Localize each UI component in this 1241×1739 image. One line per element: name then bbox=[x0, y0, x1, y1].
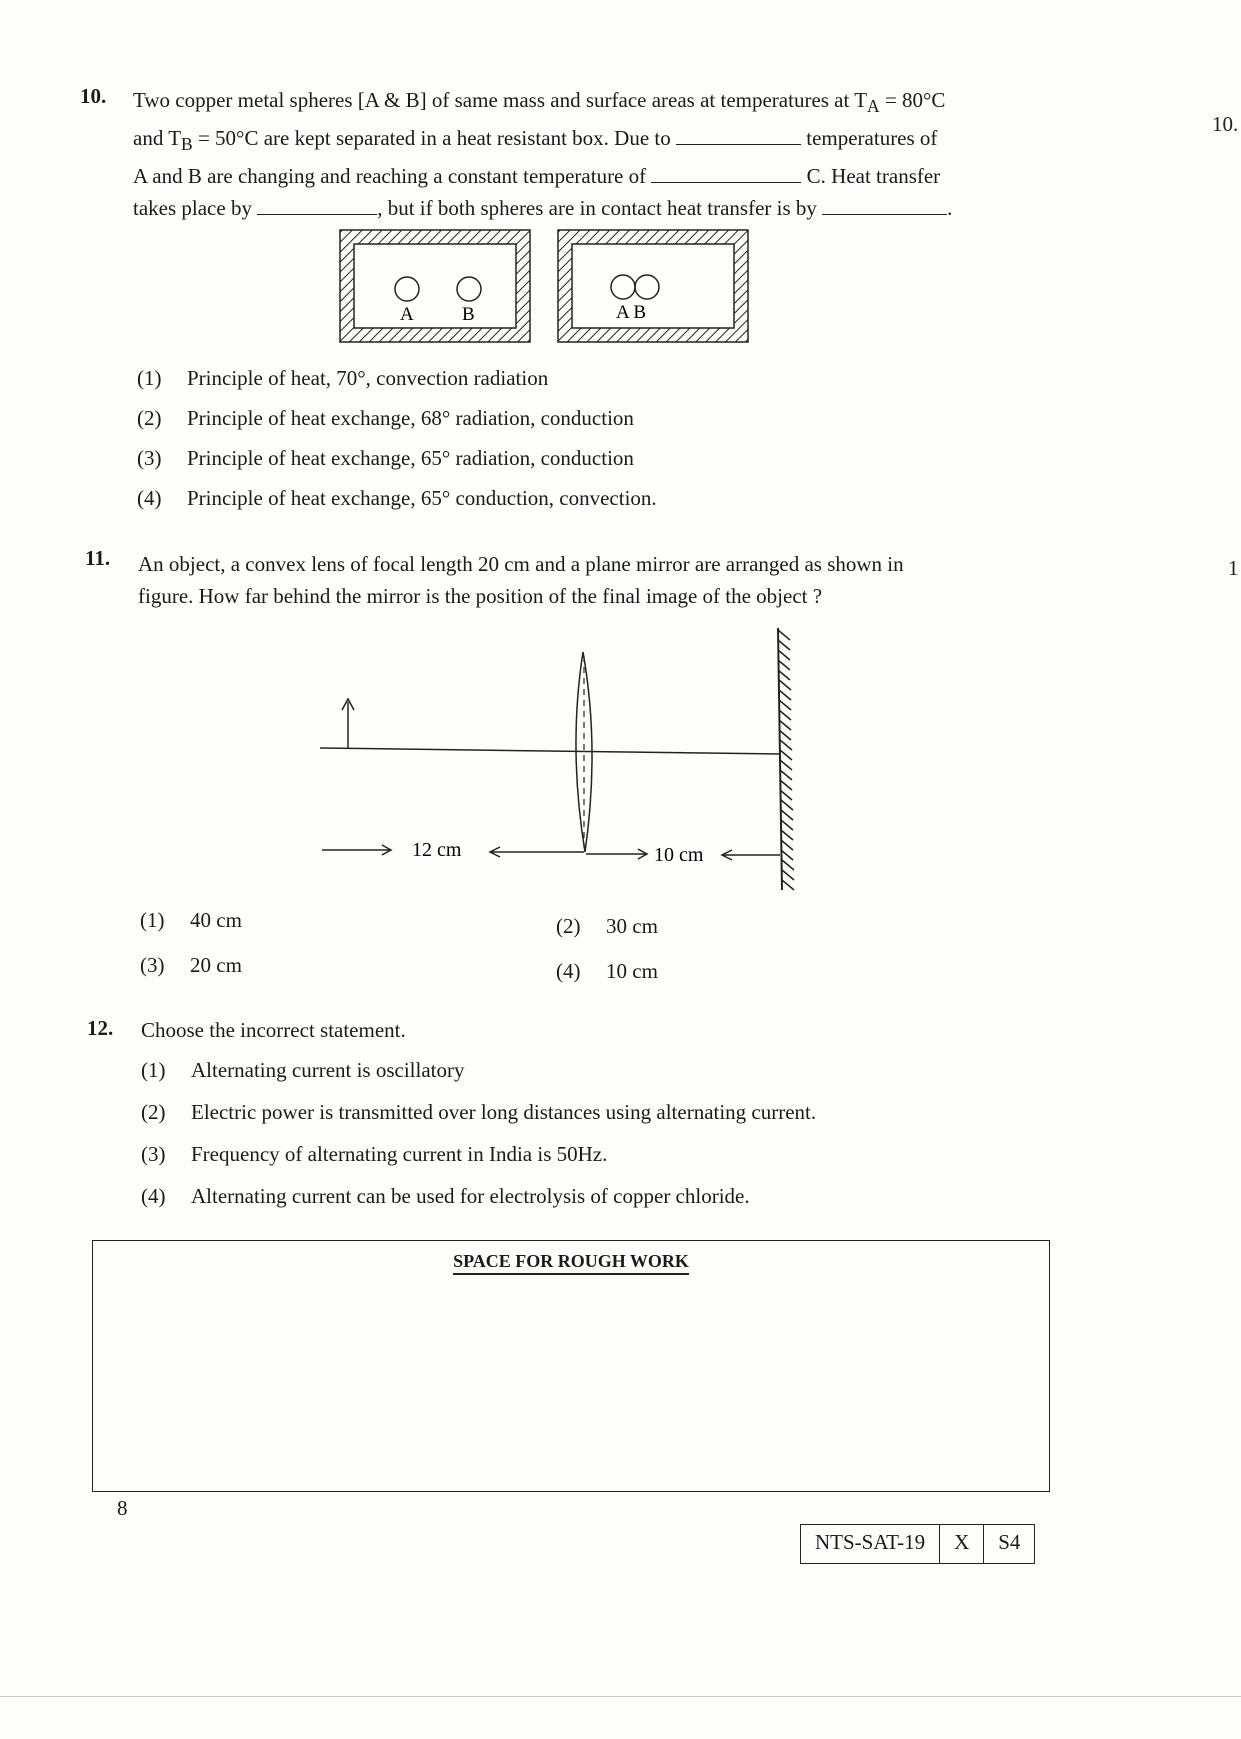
q10-line4-mid: , but if both spheres are in contact heat transfer is by bbox=[377, 196, 823, 221]
q10-blank-1 bbox=[676, 126, 801, 145]
q10-blank-4 bbox=[822, 196, 947, 215]
q10-option-4[interactable]: (4) Principle of heat exchange, 65° conduction, convection. bbox=[137, 486, 657, 510]
q10-text bbox=[133, 84, 1013, 224]
q10-line2-end: temperatures of bbox=[800, 126, 938, 151]
q11-option-1[interactable]: (1) 40 cm bbox=[140, 908, 242, 932]
paper-code-set: S4 bbox=[998, 1530, 1021, 1554]
rough-work-title: SPACE FOR ROUGH WORK bbox=[93, 1251, 1049, 1272]
q10-blank-3 bbox=[257, 196, 377, 215]
q11-line2: figure. How far behind the mirror is the position of the final image of the object ? bbox=[138, 584, 823, 608]
q10-line4-end: . bbox=[947, 196, 953, 221]
q12-text: Choose the incorrect statement. bbox=[141, 1018, 406, 1042]
q11-number: 11. bbox=[85, 546, 111, 570]
q10-tb-sub: B bbox=[181, 134, 193, 155]
rough-work-box[interactable] bbox=[92, 1240, 1050, 1492]
heat-box-contact bbox=[558, 230, 748, 342]
principal-axis bbox=[320, 748, 780, 754]
object-arrow bbox=[342, 699, 354, 748]
q10-line2-mid: = 50°C are kept separated in a heat resistant box. Due to bbox=[192, 126, 676, 151]
q12-option-1[interactable]: (1) Alternating current is oscillatory bbox=[141, 1058, 465, 1082]
q11-option-4[interactable]: (4) 10 cm bbox=[556, 959, 658, 983]
paper-code-series: NTS-SAT-19 bbox=[801, 1525, 940, 1563]
q10-option-1[interactable]: (1) Principle of heat, 70°, convection radiation bbox=[137, 366, 549, 390]
page-number: 8 bbox=[117, 1496, 128, 1520]
dist-12cm-label: 12 cm bbox=[412, 839, 462, 861]
q12-option-2[interactable]: (2) Electric power is transmitted over long distances using alternating current. bbox=[141, 1100, 817, 1124]
q12-option-4[interactable]: (4) Alternating current can be used for electrolysis of copper chloride. bbox=[141, 1184, 750, 1208]
q10-figure bbox=[330, 222, 760, 347]
heat-box-separated bbox=[340, 230, 530, 342]
paper-code bbox=[800, 1524, 1035, 1564]
q11-line1: An object, a convex lens of focal length 20 cm and a plane mirror are arranged as shown in bbox=[138, 552, 904, 576]
q12-number: 12. bbox=[87, 1016, 114, 1040]
q11-option-2[interactable]: (2) 30 cm bbox=[556, 914, 658, 938]
q12-option-3[interactable]: (3) Frequency of alternating current in India is 50Hz. bbox=[141, 1142, 608, 1166]
q10-line1: Two copper metal spheres [A & B] of same mass and surface areas at temperatures at T bbox=[133, 88, 868, 112]
q10-line3-end: C. Heat transfer bbox=[801, 164, 941, 189]
dist-10cm-label: 10 cm bbox=[654, 844, 704, 866]
q10-line1-end: = 80°C bbox=[879, 88, 946, 112]
q11-option-3[interactable]: (3) 20 cm bbox=[140, 953, 242, 977]
q10-blank-2 bbox=[651, 164, 801, 183]
edge-mark-1: 10. bbox=[1212, 112, 1239, 136]
q10-option-3[interactable]: (3) Principle of heat exchange, 65° radiation, conduction bbox=[137, 446, 634, 470]
edge-mark-2: 1 bbox=[1228, 556, 1239, 580]
scan-line bbox=[0, 1696, 1241, 1697]
plane-mirror bbox=[778, 628, 794, 890]
q10-option-2[interactable]: (2) Principle of heat exchange, 68° radiation, conduction bbox=[137, 406, 634, 430]
q11-figure bbox=[310, 620, 810, 900]
label-a: A bbox=[400, 304, 414, 325]
q10-line3-start: A and B are changing and reaching a constant temperature of bbox=[133, 164, 652, 189]
q11-text bbox=[138, 548, 1028, 612]
paper-code-class: X bbox=[940, 1525, 984, 1563]
q10-ta-sub: A bbox=[867, 96, 880, 117]
label-b: B bbox=[462, 304, 475, 325]
q10-line2-start: and T bbox=[133, 126, 182, 151]
label-ab: A B bbox=[616, 302, 647, 323]
q10-number: 10. bbox=[80, 84, 107, 108]
q10-line4-start: takes place by bbox=[133, 196, 258, 221]
